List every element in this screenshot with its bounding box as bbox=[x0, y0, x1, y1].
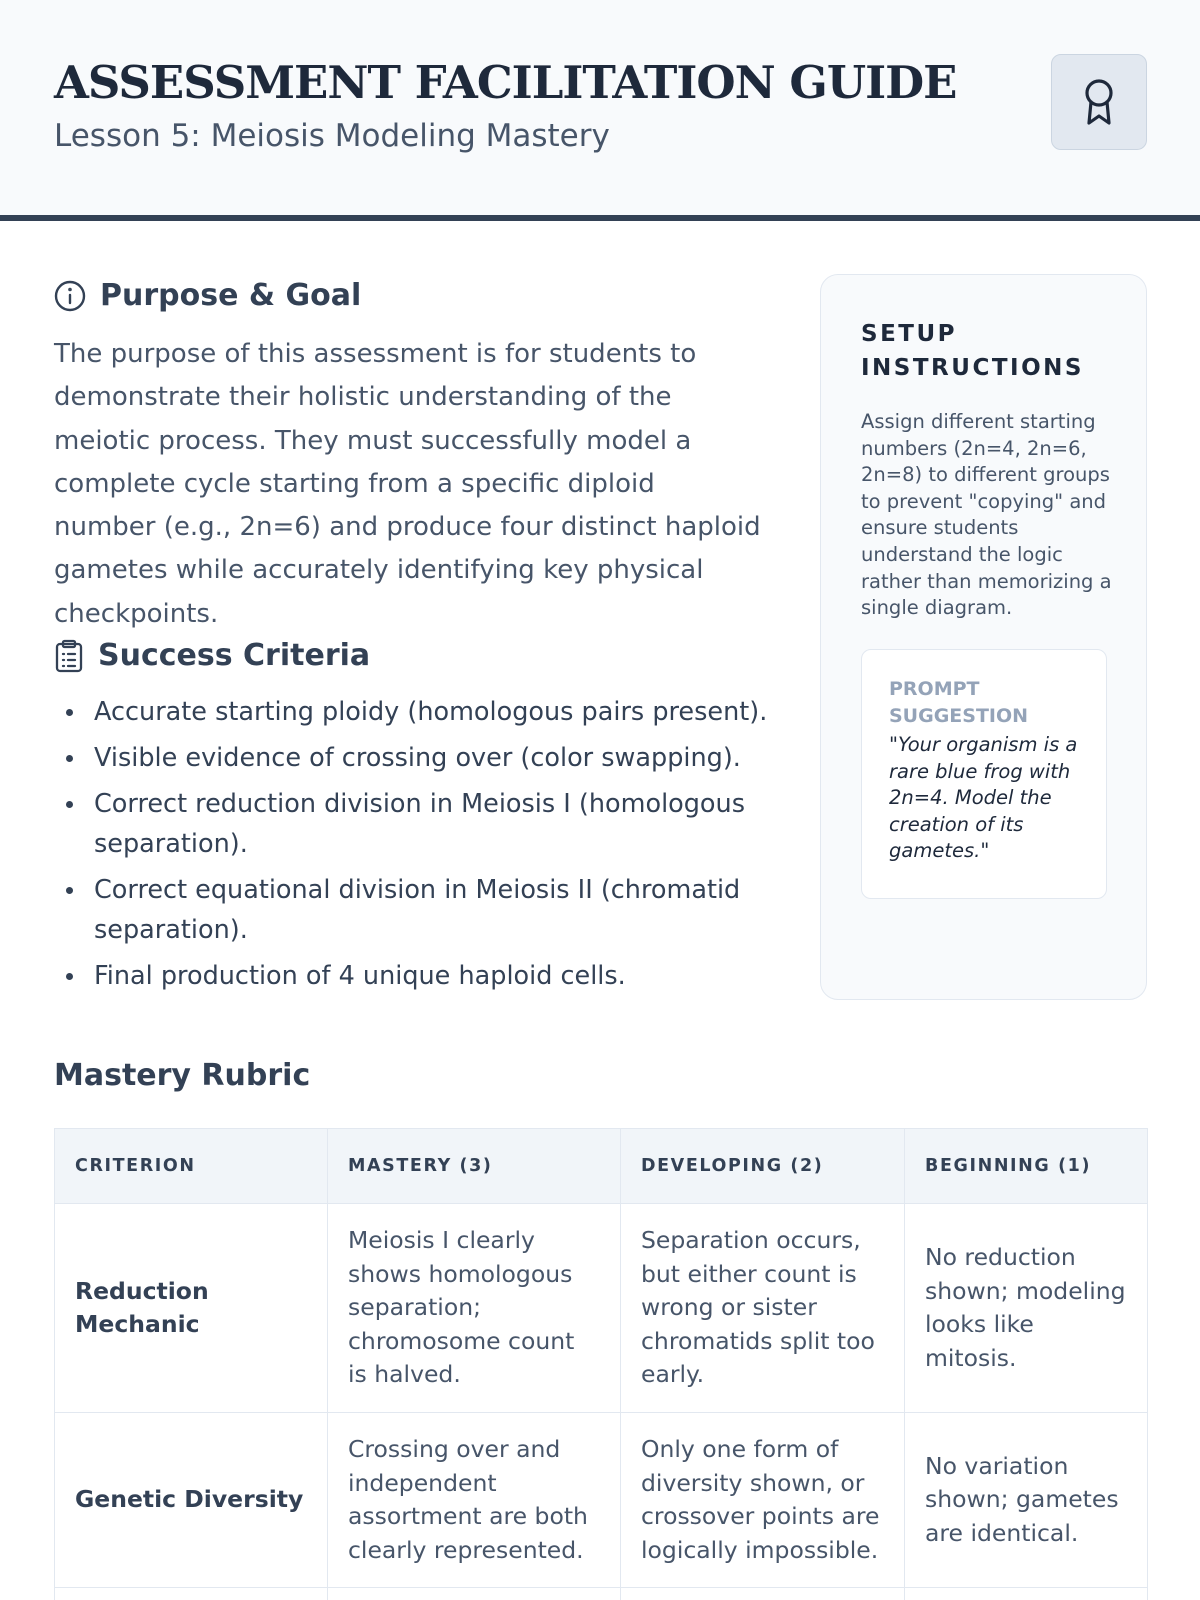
mastery-cell: Meiosis I clearly shows homologous separation; chromosome count is halved. bbox=[328, 1204, 621, 1413]
mastery-cell: Crossing over and independent assortment are both clearly represented. bbox=[328, 1413, 621, 1588]
page-header bbox=[0, 0, 1200, 221]
column-header: BEGINNING (1) bbox=[905, 1129, 1148, 1204]
setup-text: Assign different starting numbers (2n=4, 2n=6, 2n=8) to different groups to prevent "copying" and ensure students understand the logic rather than memorizing a single diagram. bbox=[861, 410, 1112, 620]
prompt-text: "Your organism is a rare blue frog with 2n=4. Model the creation of its gametes." bbox=[889, 733, 1078, 863]
page-title: ASSESSMENT FACILITATION GUIDE bbox=[54, 56, 957, 109]
prompt-suggestion-box bbox=[861, 649, 1107, 899]
rubric-table bbox=[54, 1128, 1148, 1600]
rubric-title: Mastery Rubric bbox=[54, 1058, 311, 1093]
list-item: Final production of 4 unique haploid cells. bbox=[54, 956, 784, 996]
mastery-cell bbox=[328, 1588, 621, 1600]
criterion-cell bbox=[55, 1588, 328, 1600]
success-heading bbox=[54, 638, 370, 673]
purpose-text: The purpose of this assessment is for students to demonstrate their holistic understanding of the meiotic process. They must successfully model a complete cycle starting from a specific diploid number (e.g., 2n=6) and produce four distinct haploid gametes while accurately identifying key physical checkpoints. bbox=[54, 339, 761, 629]
column-header: MASTERY (3) bbox=[328, 1129, 621, 1204]
success-criteria-list bbox=[54, 692, 784, 1002]
column-header: DEVELOPING (2) bbox=[621, 1129, 905, 1204]
setup-instructions-card bbox=[820, 274, 1147, 1000]
list-item: Correct equational division in Meiosis II (chromatid separation). bbox=[54, 870, 784, 950]
criterion-cell: Reduction Mechanic bbox=[55, 1204, 328, 1413]
column-header: CRITERION bbox=[55, 1129, 328, 1204]
list-item: Correct reduction division in Meiosis I (homologous separation). bbox=[54, 784, 784, 864]
award-badge bbox=[1051, 54, 1147, 150]
list-item: Accurate starting ploidy (homologous pairs present). bbox=[54, 692, 784, 732]
developing-cell: Only one form of diversity shown, or crossover points are logically impossible. bbox=[621, 1413, 905, 1588]
success-heading-label: Success Criteria bbox=[98, 638, 371, 673]
page-subtitle: Lesson 5: Meiosis Modeling Mastery bbox=[54, 118, 610, 154]
table-row bbox=[55, 1204, 1148, 1413]
info-circle-icon bbox=[54, 280, 86, 312]
criterion-cell: Genetic Diversity bbox=[55, 1413, 328, 1588]
table-row bbox=[55, 1588, 1148, 1600]
beginning-cell: No variation shown; gametes are identical. bbox=[905, 1413, 1148, 1588]
setup-title: SETUP INSTRUCTIONS bbox=[861, 321, 1084, 381]
list-item: Visible evidence of crossing over (color swapping). bbox=[54, 738, 784, 778]
beginning-cell: No reduction shown; modeling looks like mitosis. bbox=[905, 1204, 1148, 1413]
purpose-heading bbox=[54, 278, 361, 313]
award-ribbon-icon bbox=[1079, 77, 1119, 127]
beginning-cell bbox=[905, 1588, 1148, 1600]
purpose-heading-label: Purpose & Goal bbox=[100, 278, 362, 313]
clipboard-list-icon bbox=[54, 639, 84, 673]
table-header-row bbox=[55, 1129, 1148, 1204]
developing-cell: Separation occurs, but either count is wrong or sister chromatids split too early. bbox=[621, 1204, 905, 1413]
prompt-label: PROMPT SUGGESTION bbox=[889, 678, 1029, 727]
developing-cell bbox=[621, 1588, 905, 1600]
table-row bbox=[55, 1413, 1148, 1588]
